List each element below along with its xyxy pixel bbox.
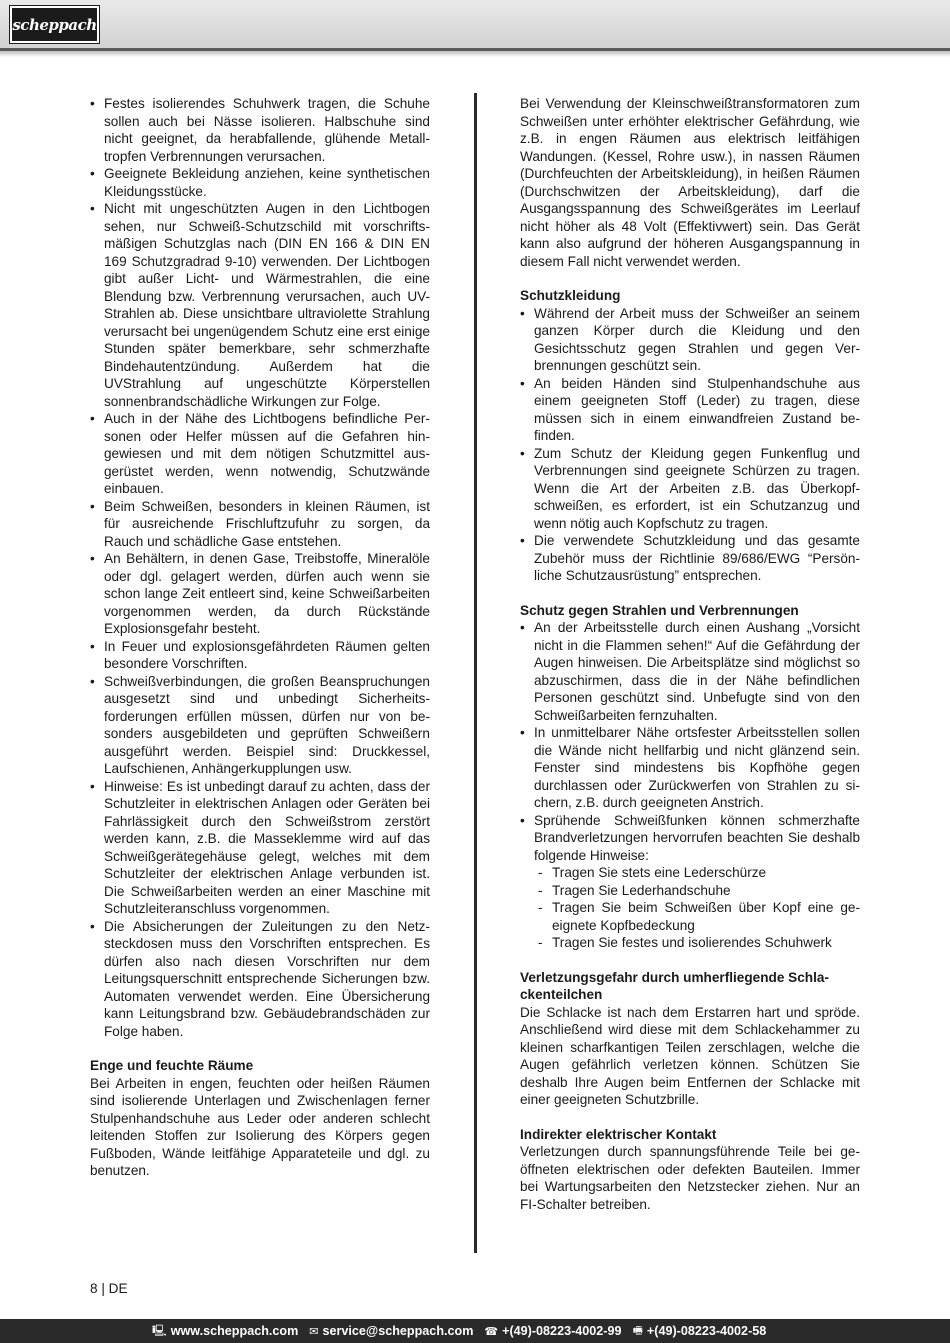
footer-fax	[633, 1322, 767, 1341]
heading-narrow-rooms: Enge und feuchte Räume	[90, 1058, 254, 1073]
heading-protective-clothing: Schutzkleidung	[520, 288, 621, 303]
list-item: • Die Absicherungen der Zuleitungen zu den Netzsteckdosen muss den Vorschriften entsprechen. Es dürfen also nach diesen Vorschriften nur dem Leitungsquerschnitt entsprechende Sicherungen bzw. Automaten verwendet werden. Eine Übersicherung kann Leitungsbrand bzw. Gebäudebrandschäden zur Folge haben.	[90, 918, 430, 1041]
paragraph-slag: Die Schlacke ist nach dem Erstarren hart und spröde. Anschließend wird diese mit dem Schlackehammer zu kleinen scharfkantigen Teilen zerschlagen, welche die Augen gefährlich verletzen können. Schützen Sie deshalb Ihre Augen beim Entfernen der Schlacke mit einer geeigneten Schutzbrille.	[520, 1004, 860, 1107]
footer-fax-text: +(49)-08223-4002-58	[646, 1324, 767, 1338]
footer-phone	[484, 1324, 621, 1338]
paragraph-intro: Bei Verwendung der Kleinschweißtransformatoren zum Schweißen unter erhöhter elektrischer Gefährdung, wie z.B. in engen Räumen aus elektrisch leitfähigen Wandungen. (Kessel, Rohre usw.), in nassen Räumen (Durchfeuchten der Arbeitskleidung), in heißen Räumen (Durchschwitzen der Arbeitskleidung), darf die Ausgangsspannung des Schweißgerätes im Leerlauf nicht höher als 48 Volt (Effektivwert) sein. Das Gerät kann also aufgrund der höheren Ausgangspannung in diesem Fall nicht verwendet werden.	[520, 96, 860, 269]
list-item: • Geeignete Bekleidung anziehen, keine synthetischen Kleidungsstücke.	[90, 165, 430, 200]
footer-email[interactable]	[309, 1324, 473, 1338]
dash-item: - Tragen Sie beim Schweißen über Kopf eine geeignete Kopfbedeckung	[534, 899, 860, 934]
column-divider	[474, 93, 477, 1253]
list-item: • Hinweise: Es ist unbedingt darauf zu achten, dass der Schutzleiter in elektrischen Anlagen oder Geräten bei Fahrlässigkeit durch den Schweißstrom zerstört werden kann, z.B. die Masseklemme wird auf das Schweißgerätegehäuse gelegt, welches mit dem Schutzleiter der elektrischen Anlage verbunden ist. Die Schweißarbeiten werden an einer Maschine mit Schutzleiteranschluss vorgenommen.	[90, 778, 430, 918]
header-shadow	[0, 51, 950, 57]
radiation-bullet-list	[520, 619, 860, 952]
logo-text: scheppach	[12, 15, 97, 34]
list-item: • Beim Schweißen, besonders in kleinen Räumen, ist für ausreichende Frischluftzufuhr zu sorgen, da Rauch und schädliche Gase entstehen.	[90, 498, 430, 551]
list-item: • In Feuer und explosionsgefährdeten Räumen gelten besondere Vorschriften.	[90, 638, 430, 673]
fax-icon: 🖷	[632, 1324, 643, 1337]
heading-indirect-contact: Indirekter elektrischer Kontakt	[520, 1126, 717, 1142]
list-item-text: Sprühende Schweißfunken können schmerzhafte Brandverletzungen hervorrufen beachten Sie deshalb folgende Hinweise:	[534, 812, 860, 863]
list-item: • Schweißverbindungen, die großen Beanspruchungen ausgesetzt sind und unbedingt Sicherheitsforderungen erfüllen müssen, dürfen nur von besonders ausgebildeten und geprüften Schweißern ausgeführt werden. Beispiel sind: Druckkessel, Laufschienen, Anhängerkupplungen usw.	[90, 673, 430, 778]
list-item: • Während der Arbeit muss der Schweißer an seinem ganzen Körper durch die Kleidung und den Gesichtsschutz gegen Strahlen und gegen Verbrennungen geschützt sein.	[520, 305, 860, 375]
mail-icon: ✉	[309, 1325, 319, 1338]
dash-item: - Tragen Sie stets eine Lederschürze	[534, 864, 860, 882]
list-item: • An der Arbeitsstelle durch einen Aushang „Vorsicht nicht in die Flammen sehen!“ Auf die Gefährdung der Augen hinweisen. Die Arbeitsplätze sind möglichst so abzuschirmen, dass die in der Nähe befindlichen Personen geschützt sind. Unbefugte sind von den Schweißarbeiten fernzuhalten.	[520, 619, 860, 724]
list-item: • In unmittelbarer Nähe ortsfester Arbeitsstellen sollen die Wände nicht hellfarbig und nicht glänzend sein. Fenster sind mindestens bis Kopfhöhe gegen durchlassen oder Zurückwerfen von Strahlen zu sichern, z.B. durch geeigneten Anstrich.	[520, 724, 860, 812]
list-item: • Nicht mit ungeschützten Augen in den Lichtbogen sehen, nur Schweiß-Schutzschild mit vorschriftsmäßigen Schutzglas nach (DIN EN 166 & DIN EN 169 Schutzgradrad 9-10) verwenden. Der Lichtbogen gibt außer Licht- und Wärmestrahlen, die eine Blendung bzw. Verbrennung verursachen, auch UV-Strahlen ab. Diese unsichtbare ultraviolette Strahlung verursacht bei ungenügendem Schutz eine erst einige Stunden später bemerkbare, sehr schmerzhafte Bindehautentzündung. Außerdem hat die UVStrahlung auf ungeschützte Körperstellen sonnenbrandschädliche Wirkungen zur Folge.	[90, 200, 430, 410]
heading-radiation-protection: Schutz gegen Strahlen und Verbrennungen	[520, 602, 799, 618]
page-header	[0, 0, 950, 48]
list-item: • Zum Schutz der Kleidung gegen Funkenflug und Verbrennungen sind geeignete Schürzen zu tragen. Wenn die Art der Arbeiten z.B. das Überkopfschweißen, es erfordert, ist ein Schutzanzug und wenn nötig auch Kopfschutz zu tragen.	[520, 445, 860, 533]
paragraph-indirect-contact: Verletzungen durch spannungsführende Teile bei geöffneten elektrischen oder defekten Bauteilen. Immer bei Wartungsarbeiten den Netzstecker ziehen. Nur an FI-Schalter betreiben.	[520, 1144, 860, 1212]
footer-web[interactable]	[152, 1322, 298, 1341]
list-item	[520, 812, 860, 952]
list-item: • Festes isolierendes Schuhwerk tragen, die Schuhe sollen auch bei Nässe isolieren. Halbschuhe sind nicht geeignet, da herabfallende, glühende Metalltropfen Verbrennungen verursachen.	[90, 95, 430, 165]
monitor-icon: 🖳	[152, 1324, 167, 1337]
page-footer	[0, 1319, 950, 1343]
left-column	[90, 95, 430, 1180]
paragraph-narrow-rooms: Bei Arbeiten in engen, feuchten oder heißen Räumen sind isolierende Unterlagen und Zwischenlagen ferner Stulpenhandschuhe aus Leder oder anderen schlecht leitenden Stoffen zur Isolierung des Körpers gegen Fußboden, Wände leitfähige Apparateteile und dgl. zu benutzen.	[90, 1075, 430, 1178]
dash-item: - Tragen Sie festes und isolierendes Schuhwerk	[534, 934, 860, 952]
phone-icon: ☎	[484, 1325, 499, 1338]
scheppach-logo	[10, 6, 99, 43]
safety-bullet-list	[90, 95, 430, 1040]
page-number: 8 | DE	[90, 1281, 128, 1296]
right-column	[520, 95, 860, 1213]
footer-email-text: service@scheppach.com	[322, 1324, 474, 1338]
clothing-bullet-list	[520, 305, 860, 585]
list-item: • An Behältern, in denen Gase, Treibstoffe, Mineralöle oder dgl. gelagert werden, dürfen auch wenn sie schon lange Zeit entleert sind, keine Schweißarbeiten vorgenommen werden, da durch Rückstände Explosionsgefahr besteht.	[90, 550, 430, 638]
dash-list	[534, 864, 860, 952]
list-item: • An beiden Händen sind Stulpenhandschuhe aus einem geeigneten Stoff (Leder) zu tragen, diese müssen sich in einem einwandfreien Zustand befinden.	[520, 375, 860, 445]
list-item: • Die verwendete Schutzkleidung und das gesamte Zubehör muss der Richtlinie 89/686/EWG “Persönliche Schutzausrüstung” entsprechen.	[520, 532, 860, 585]
dash-item: - Tragen Sie Lederhandschuhe	[534, 882, 860, 900]
list-item: • Auch in der Nähe des Lichtbogens befindliche Personen oder Helfer müssen auf die Gefahren hingewiesen und mit dem nötigen Schutzmittel ausgerüstet werden, wenn notwendig, Schutzwände einbauen.	[90, 410, 430, 498]
footer-web-text: www.scheppach.com	[170, 1324, 299, 1338]
heading-slag-injury: Verletzungsgefahr durch umherfliegende Schlackenteilchen	[520, 969, 829, 1002]
footer-phone-text: +(49)-08223-4002-99	[502, 1324, 622, 1338]
